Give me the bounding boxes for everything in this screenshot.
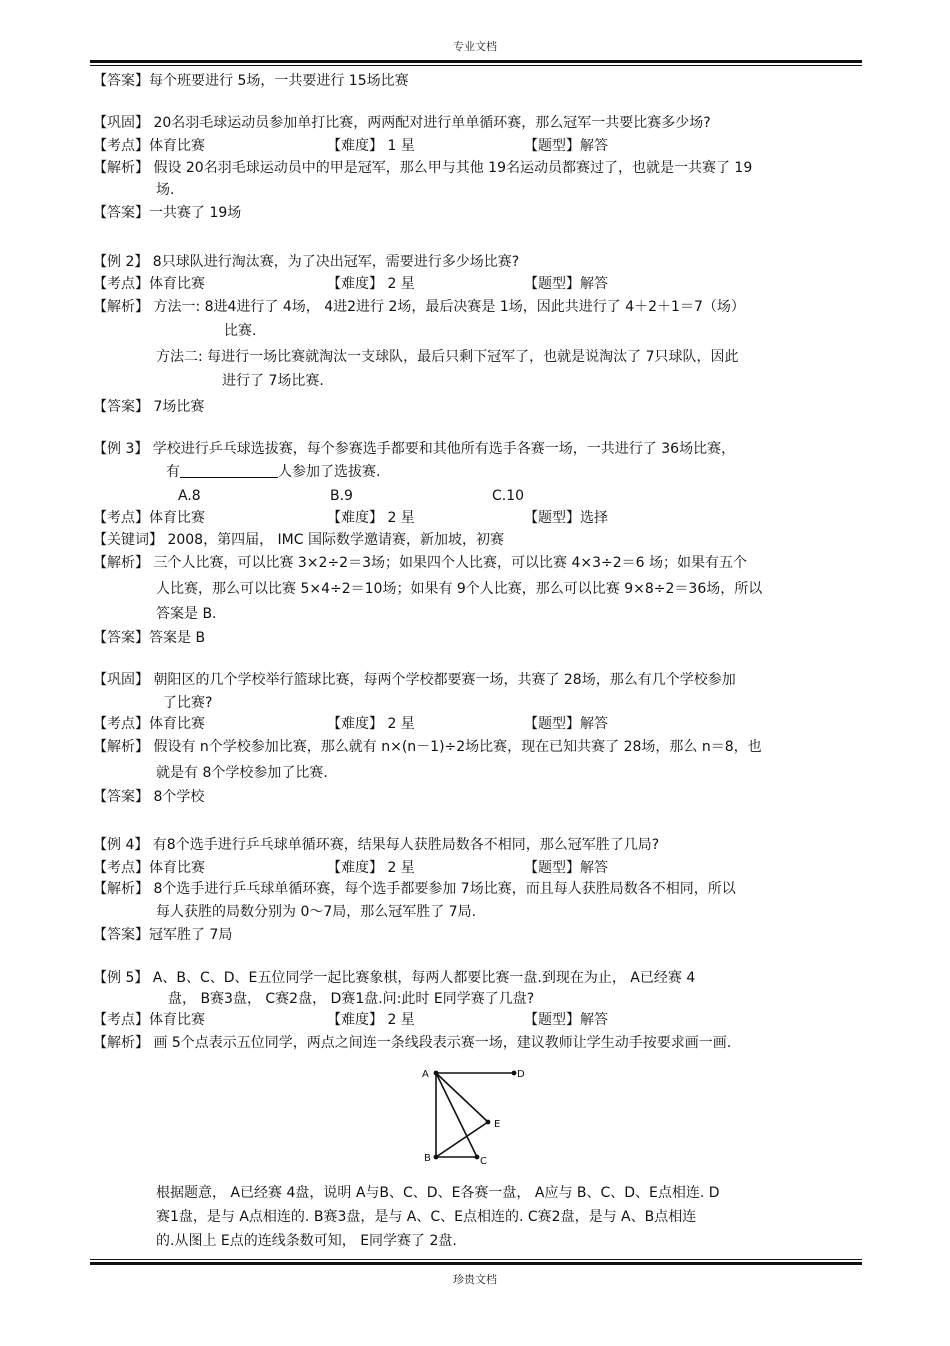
- type-label: 【题型】解答: [524, 276, 608, 292]
- difficulty-label: 【难度】 2 星: [327, 716, 415, 732]
- topic-label: 【考点】体育比赛: [93, 138, 205, 154]
- answer-line: 【答案】 7场比赛: [93, 399, 205, 415]
- topic-label: 【考点】体育比赛: [93, 716, 205, 732]
- example-title: 【例 2】 8只球队进行淘汰赛，为了决出冠军，需要进行多少场比赛?: [93, 254, 520, 270]
- label-d: D: [517, 1069, 525, 1080]
- option-b: B.9: [330, 488, 353, 504]
- exercise-line: 【巩固】 20名羽毛球运动员参加单打比赛，两两配对进行单单循环赛，那么冠军一共要比赛多少场?: [93, 115, 711, 131]
- answer-line: 【答案】每个班要进行 5场，一共要进行 15场比赛: [93, 73, 409, 89]
- analysis-line: 根据题意， A已经赛 4盘，说明 A与B、C、D、E各赛一盘， A应与 B、C、D、E点相连. D: [156, 1185, 720, 1201]
- question-line: 盘， B赛3盘， C赛2盘， D赛1盘.问:此时 E同学赛了几盘?: [168, 991, 535, 1007]
- example-title: 【例 3】 学校进行乒乓球选拔赛，每个参赛选手都要和其他所有选手各赛一场，一共进行了 36场比赛，: [93, 441, 736, 457]
- keywords-line: 【关键词】 2008，第四届， IMC 国际数学邀请赛，新加坡，初赛: [93, 532, 504, 548]
- analysis-line: 【解析】 假设 20名羽毛球运动员中的甲是冠军，那么甲与其他 19名运动员都赛过了，也就是一共赛了 19: [93, 160, 753, 176]
- answer-line: 【答案】 8个学校: [93, 789, 205, 805]
- type-label: 【题型】选择: [524, 510, 608, 526]
- edge-a-c: [436, 1073, 477, 1157]
- analysis-line: 【解析】 画 5个点表示五位同学，两点之间连一条线段表示赛一场，建议教师让学生动手按要求画一画.: [93, 1035, 732, 1051]
- point-a: [434, 1071, 439, 1076]
- difficulty-label: 【难度】 2 星: [327, 510, 415, 526]
- analysis-line: 每人获胜的局数分别为 0～7局，那么冠军胜了 7局.: [156, 904, 477, 920]
- type-label: 【题型】解答: [524, 860, 608, 876]
- analysis-line: 进行了 7场比赛.: [222, 373, 324, 389]
- option-a: A.8: [178, 488, 201, 504]
- type-label: 【题型】解答: [524, 138, 608, 154]
- footer-rule: [90, 1259, 862, 1265]
- analysis-line: 方法二: 每进行一场比赛就淘汰一支球队，最后只剩下冠军了，也就是说淘汰了 7只球队，因此: [156, 349, 739, 365]
- analysis-line: 【解析】 8个选手进行乒乓球单循环赛，每个选手都要参加 7场比赛，而且每人获胜局数各不相同，所以: [93, 881, 736, 897]
- answer-line: 【答案】一共赛了 19场: [93, 205, 242, 221]
- analysis-line: 的.从图上 E点的连线条数可知， E同学赛了 2盘.: [156, 1233, 457, 1249]
- label-c: C: [480, 1156, 487, 1167]
- example-title: 【例 5】 A、B、C、D、E五位同学一起比赛象棋，每两人都要比赛一盘.到现在为止， A已经赛 4: [93, 970, 696, 986]
- analysis-line: 【解析】 假设有 n个学校参加比赛，那么就有 n×(n－1)÷2场比赛，现在已知共赛了 28场，那么 n＝8，也: [93, 739, 762, 755]
- point-d: [512, 1071, 517, 1076]
- label-a: A: [422, 1069, 429, 1080]
- difficulty-label: 【难度】 2 星: [327, 276, 415, 292]
- answer-line: 【答案】答案是 B: [93, 630, 206, 646]
- analysis-line: 【解析】 三个人比赛，可以比赛 3×2÷2＝3场；如果四个人比赛，可以比赛 4×3÷2＝6 场；如果有五个: [93, 555, 747, 571]
- label-b: B: [424, 1153, 431, 1164]
- analysis-line: 场.: [156, 182, 175, 198]
- point-b: [434, 1155, 439, 1160]
- option-c: C.10: [492, 488, 525, 504]
- type-label: 【题型】解答: [524, 1012, 608, 1028]
- answer-blank: [180, 463, 278, 478]
- topic-label: 【考点】体育比赛: [93, 860, 205, 876]
- analysis-line: 【解析】 方法一: 8进4进行了 4场， 4进2进行 2场，最后决赛是 1场，因此共进行了 4＋2＋1＝7（场）: [93, 299, 745, 315]
- page-footer: 珍贵文档: [453, 1273, 497, 1286]
- analysis-line: 赛1盘，是与 A点相连的. B赛3盘，是与 A、C、E点相连的. C赛2盘，是与 A、B点相连: [156, 1209, 697, 1225]
- edge-a-e: [436, 1073, 488, 1122]
- type-label: 【题型】解答: [524, 716, 608, 732]
- point-c: [475, 1155, 480, 1160]
- difficulty-label: 【难度】 1 星: [327, 138, 415, 154]
- topic-label: 【考点】体育比赛: [93, 510, 205, 526]
- graph-diagram: [414, 1062, 539, 1168]
- label-e: E: [494, 1119, 501, 1130]
- question-text: 有: [166, 464, 180, 480]
- topic-label: 【考点】体育比赛: [93, 1012, 205, 1028]
- analysis-line: 人比赛，那么可以比赛 5×4÷2＝10场；如果有 9个人比赛，那么可以比赛 9×8÷2＝36场，所以: [156, 581, 763, 597]
- header-rule: [90, 60, 862, 66]
- exercise-line: 了比赛?: [163, 695, 213, 711]
- question-line: [166, 463, 380, 481]
- analysis-line: 答案是 B.: [156, 606, 217, 622]
- analysis-line: 比赛.: [224, 323, 257, 339]
- difficulty-label: 【难度】 2 星: [327, 860, 415, 876]
- exercise-line: 【巩固】 朝阳区的几个学校举行篮球比赛，每两个学校都要赛一场，共赛了 28场，那么有几个学校参加: [93, 672, 736, 688]
- point-e: [486, 1120, 491, 1125]
- question-text: 人参加了选拔赛.: [278, 464, 381, 480]
- answer-line: 【答案】冠军胜了 7局: [93, 927, 233, 943]
- topic-label: 【考点】体育比赛: [93, 276, 205, 292]
- page-header: 专业文档: [453, 40, 497, 53]
- example-title: 【例 4】 有8个选手进行乒乓球单循环赛，结果每人获胜局数各不相同，那么冠军胜了几局?: [93, 837, 660, 853]
- analysis-line: 就是有 8个学校参加了比赛.: [156, 765, 328, 781]
- difficulty-label: 【难度】 2 星: [327, 1012, 415, 1028]
